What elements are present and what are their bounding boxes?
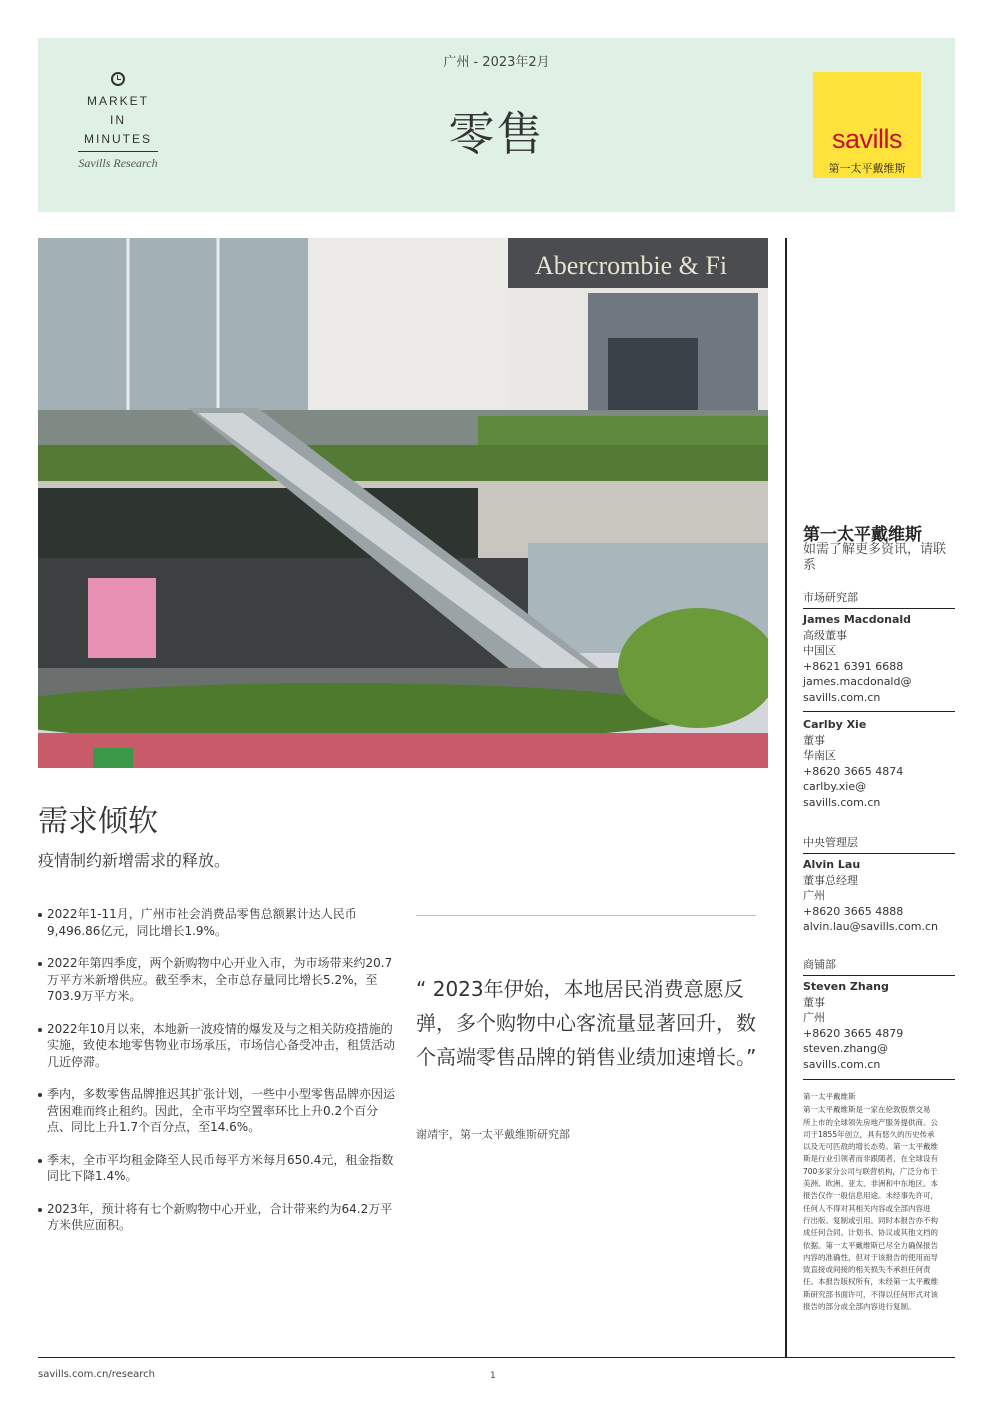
- contact-phone: +8620 3665 4888: [803, 904, 904, 918]
- bullet-item: 2022年第四季度，两个新购物中心开业入市，为市场带来约20.7万平方米新增供应。截至季末，全市总存量同比增长5.2%，至703.9万平方米。: [38, 955, 398, 1005]
- contact-name: James Macdonald: [803, 613, 912, 626]
- brand-sub: Savills Research: [78, 156, 158, 170]
- contact-email[interactable]: james.macdonald@: [803, 675, 912, 688]
- disclaimer-line: 报告的部分或全部内容进行复制。: [803, 1302, 916, 1312]
- contact-name: Carlby Xie: [803, 718, 867, 731]
- sidebar-company: 第一太平戴维斯: [803, 525, 922, 545]
- contact-steven: [803, 979, 955, 1072]
- disclaimer-line: 斯研究部书面许可，不得以任何形式对该: [803, 1289, 938, 1299]
- disclaimer-divider: [803, 1079, 955, 1080]
- disclaimer-line: 内容的准确性，但对于该报告的使用而导: [803, 1252, 938, 1262]
- contact-role: 高级董事: [803, 628, 847, 642]
- contact-role: 董事: [803, 733, 825, 747]
- logo-word: savills: [831, 124, 902, 154]
- contact-phone: +8620 3665 4874: [803, 764, 904, 778]
- bullet-item: 2023年，预计将有七个新购物中心开业，合计带来约为64.2万平方米供应面积。: [38, 1201, 398, 1234]
- disclaimer-line: 第一太平戴维斯是一家在伦敦股票交易: [803, 1105, 931, 1115]
- contact-email-domain[interactable]: savills.com.cn: [803, 795, 881, 809]
- quote-attribution: 谢靖宇，第一太平戴维斯研究部: [416, 1128, 570, 1141]
- contact-name: Steven Zhang: [803, 980, 889, 993]
- clock-icon: [111, 72, 125, 86]
- disclaimer: [803, 1091, 955, 1313]
- mall-photo: [38, 238, 768, 768]
- logo-chinese: 第一太平戴维斯: [828, 162, 906, 175]
- contact-region: 中国区: [803, 644, 836, 657]
- disclaimer-line: 致直接或间接的相关损失不承担任何责: [803, 1265, 931, 1275]
- contact-name: Alvin Lau: [803, 858, 861, 871]
- disclaimer-line: 成任何合同、计划书、协议或其他文档的: [803, 1228, 938, 1238]
- disclaimer-line: 行出版、复制或引用。同时本报告亦不构: [803, 1215, 938, 1225]
- key-points-list: [38, 906, 398, 1250]
- contact-alvin: [803, 857, 955, 935]
- disclaimer-line: 美洲、欧洲、亚太、非洲和中东地区。本: [803, 1179, 938, 1189]
- bullet-item: 季内，多数零售品牌推迟其扩张计划，一些中小型零售品牌亦因运营困难而终止租约。因此，全市平均空置率环比上升0.2个百分点、同比上升1.7个百分点，至14.6%。: [38, 1086, 398, 1136]
- sidebar-note: 如需了解更多资讯，请联系: [803, 542, 947, 573]
- disclaimer-title: 第一太平戴维斯: [803, 1092, 856, 1101]
- contact-email-domain[interactable]: savills.com.cn: [803, 1057, 881, 1071]
- pull-quote: “ 2023年伊始，本地居民消费意愿反弹，多个购物中心客流量显著回升，数个高端零售品牌的销售业绩加速增长。”: [416, 977, 757, 1069]
- disclaimer-line: 依据。第一太平戴维斯已尽全力确保报告: [803, 1240, 938, 1250]
- page-title: 零售: [448, 107, 545, 161]
- contact-region: 广州: [803, 1011, 825, 1024]
- contact-phone: +8621 6391 6688: [803, 659, 904, 673]
- section-heading: 需求倾软: [38, 804, 158, 839]
- section-research: 市场研究部: [803, 589, 955, 609]
- disclaimer-line: 报告仅作一般信息用途。未经事先许可，: [803, 1191, 938, 1201]
- contact-james: [803, 612, 955, 705]
- disclaimer-line: 所上市的全球领先房地产服务提供商。公: [803, 1117, 938, 1127]
- contact-region: 广州: [803, 889, 825, 902]
- disclaimer-line: 斯是行业引领者而非跟随者，在全球设有: [803, 1154, 938, 1164]
- page-number: 1: [490, 1371, 496, 1381]
- disclaimer-line: 司于1855年创立，具有悠久的历史传承: [803, 1129, 935, 1139]
- store-sign: Abercrombie & Fi: [535, 251, 728, 280]
- brand-line-2: IN: [110, 113, 126, 127]
- contact-email[interactable]: alvin.lau@savills.com.cn: [803, 920, 938, 933]
- brand-line-1: MARKET: [86, 94, 149, 108]
- footer-rule: [38, 1357, 955, 1358]
- savills-logo: [813, 72, 921, 178]
- lead-text: 疫情制约新增需求的释放。: [38, 851, 231, 870]
- disclaimer-line: 700多家分公司与联营机构，广泛分布于: [803, 1166, 938, 1176]
- disclaimer-line: 任。本报告版权所有，未经第一太平戴维: [803, 1277, 938, 1287]
- contact-role: 董事: [803, 995, 825, 1009]
- contact-email[interactable]: carlby.xie@: [803, 780, 867, 793]
- bullet-item: 2022年10月以来，本地新一波疫情的爆发及与之相关防疫措施的实施，致使本地零售物业市场承压，市场信心备受冲击，租赁活动几近停滞。: [38, 1021, 398, 1071]
- contact-email[interactable]: steven.zhang@: [803, 1042, 888, 1055]
- footer-url[interactable]: savills.com.cn/research: [38, 1369, 155, 1380]
- contact-email-domain[interactable]: savills.com.cn: [803, 690, 881, 704]
- disclaimer-line: 以及无可匹敌的增长态势。第一太平戴维: [803, 1142, 938, 1152]
- contact-region: 华南区: [803, 749, 836, 762]
- report-date: 广州 - 2023年2月: [443, 55, 550, 70]
- brand-line-3: MINUTES: [78, 130, 158, 152]
- header-banner: [38, 38, 955, 212]
- contact-role: 董事总经理: [803, 873, 858, 887]
- contact-carlby: [803, 717, 955, 810]
- quote-divider: [416, 915, 756, 916]
- bullet-item: 2022年1-11月，广州市社会消费品零售总额累计达人民币9,496.86亿元，同比增长1.9%。: [38, 906, 398, 939]
- contact-phone: +8620 3665 4879: [803, 1026, 904, 1040]
- section-retail: 商铺部: [803, 956, 955, 976]
- disclaimer-line: 任何人不得对其相关内容或全部内容进: [803, 1203, 931, 1213]
- sidebar-divider: [785, 238, 787, 1358]
- contact-divider: [803, 711, 955, 712]
- section-management: 中央管理层: [803, 834, 955, 854]
- bullet-item: 季末，全市平均租金降至人民币每平方米每月650.4元，租金指数同比下降1.4%。: [38, 1152, 398, 1185]
